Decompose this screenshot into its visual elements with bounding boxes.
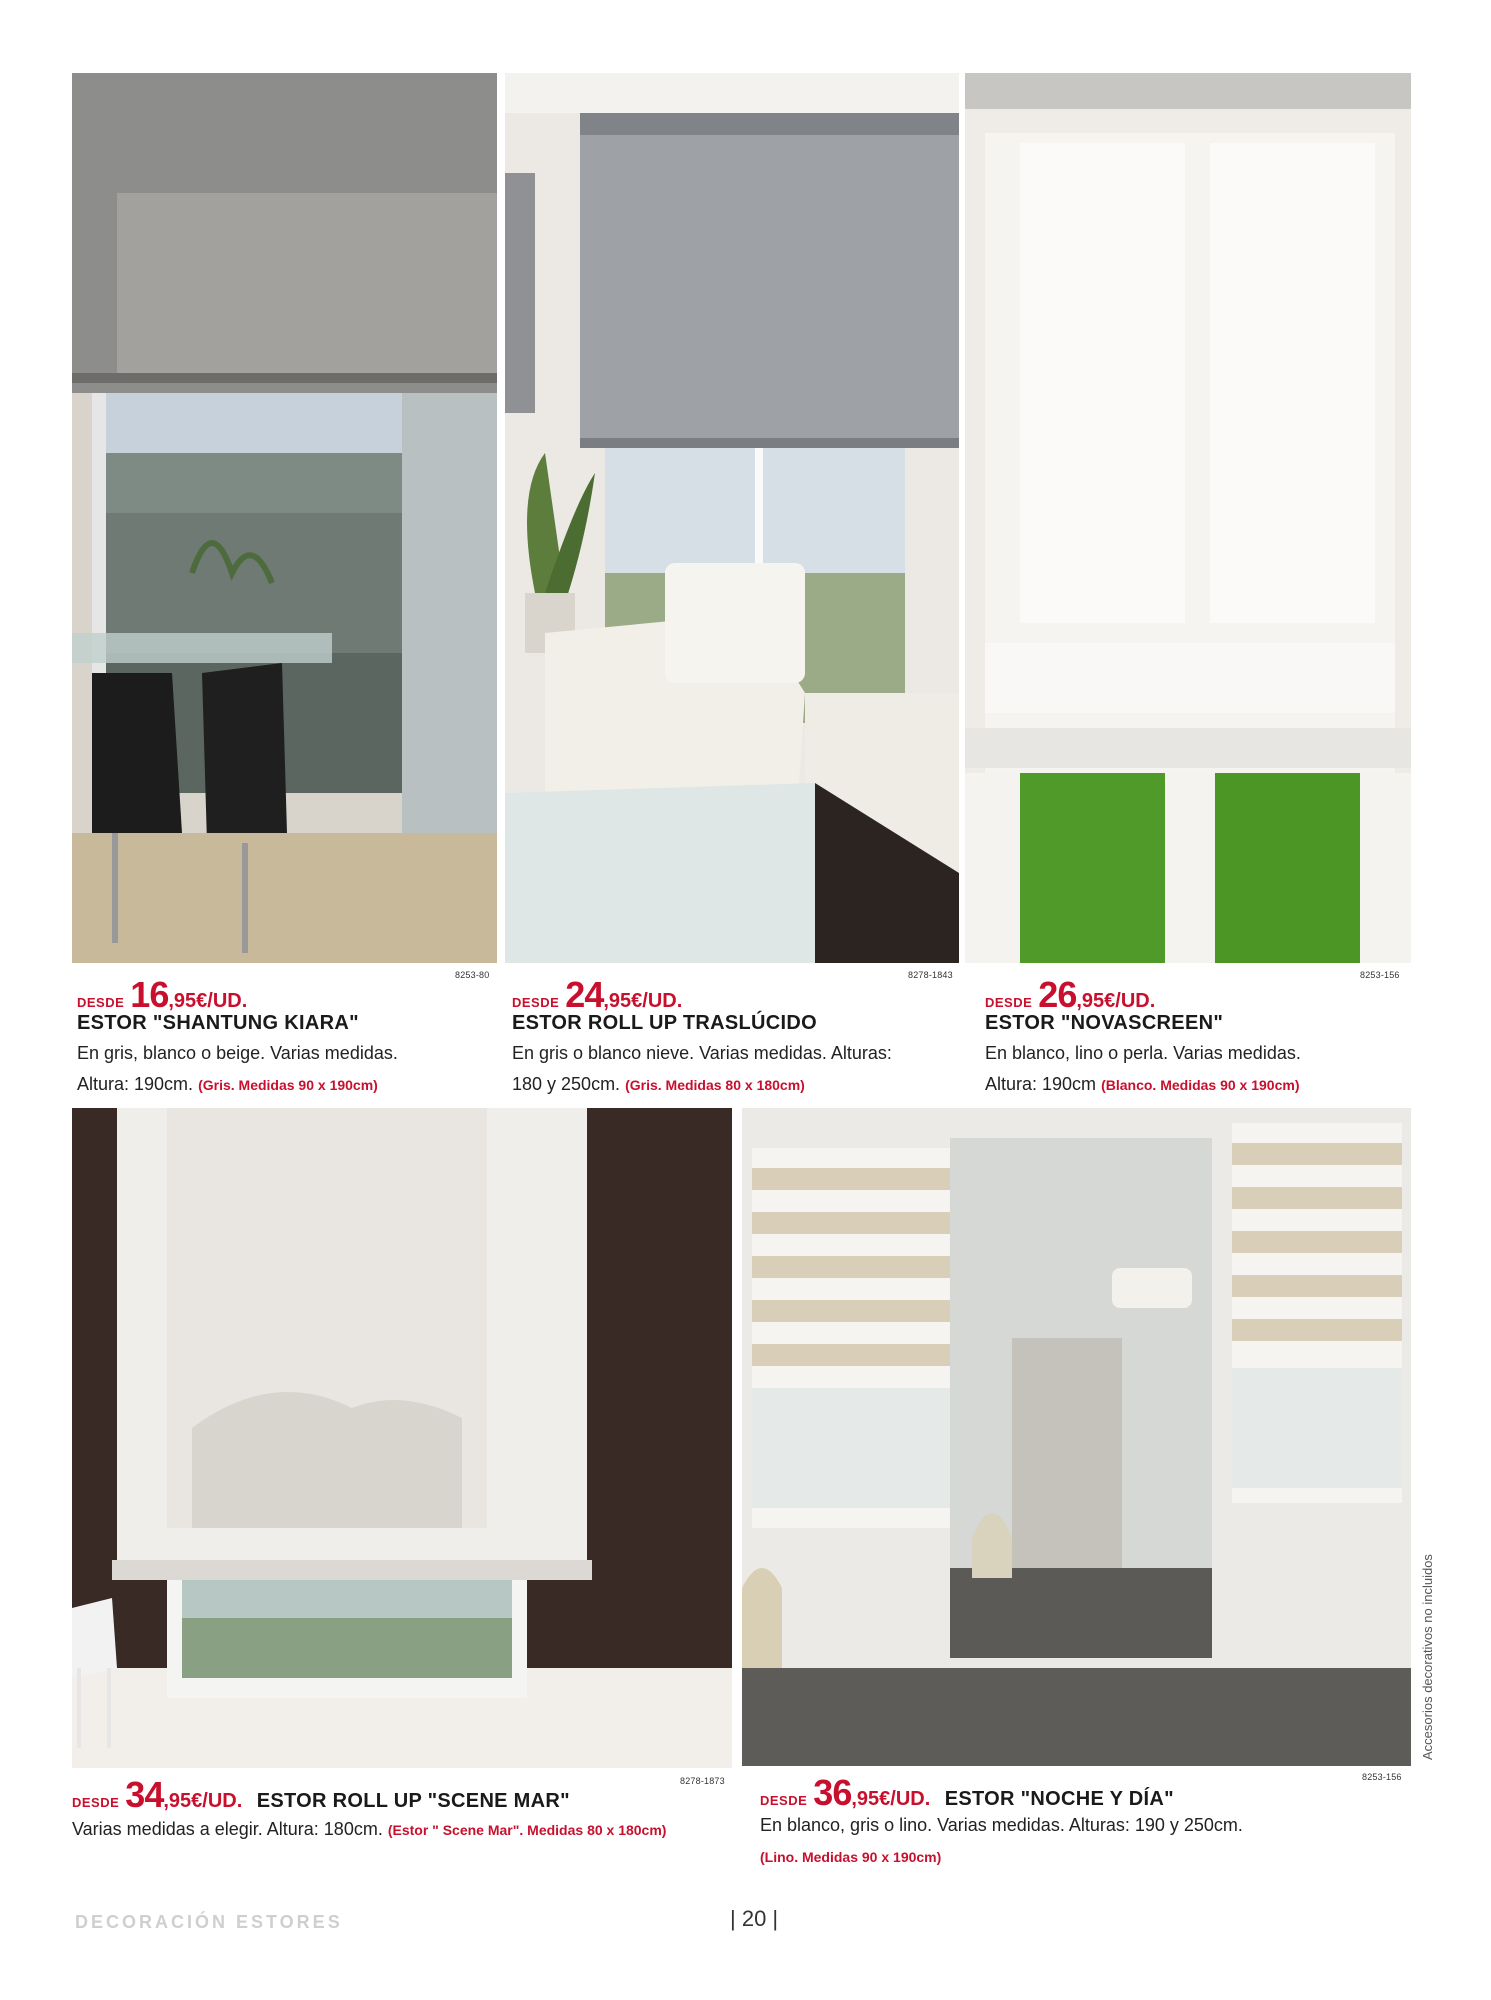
product-price [72, 1774, 570, 1816]
product-price [77, 974, 247, 1016]
price-decimal: ,95€/UD. [168, 990, 248, 1012]
page-number: | 20 | [730, 1906, 779, 1931]
price-integer: 34 [125, 1774, 164, 1815]
product-ref: 8278-1843 [908, 970, 953, 980]
price-decimal: ,95€/UD. [603, 990, 683, 1012]
price-prefix: DESDE [760, 1793, 808, 1808]
price-integer: 24 [565, 974, 604, 1015]
product-price [760, 1772, 1174, 1814]
description-text: Altura: 190cm. [77, 1074, 194, 1094]
price-integer: 16 [130, 974, 169, 1015]
description-line [77, 1069, 398, 1101]
price-prefix: DESDE [77, 995, 125, 1010]
price-decimal: ,95€/UD. [1076, 990, 1156, 1012]
product-ref: 8278-1873 [680, 1776, 725, 1786]
price-decimal: ,95€/UD. [851, 1788, 931, 1810]
product-description [985, 1038, 1301, 1101]
product-description [512, 1038, 892, 1101]
description-note: (Estor " Scene Mar". Medidas 80 x 180cm) [387, 1822, 667, 1838]
product-photo-noche-y-dia [742, 1108, 1411, 1766]
product-ref: 8253-156 [1362, 1772, 1402, 1782]
product-title: ESTOR "SHANTUNG KIARA" [77, 1012, 359, 1034]
price-prefix: DESDE [512, 995, 560, 1010]
description-line [985, 1069, 1301, 1101]
product-photo-shantung-kiara [72, 73, 497, 963]
footer-section-label: DECORACIÓN ESTORES [75, 1912, 343, 1932]
product-price [985, 974, 1155, 1016]
product-description [77, 1038, 398, 1101]
product-price [512, 974, 682, 1016]
description-note: (Blanco. Medidas 90 x 190cm) [1101, 1077, 1300, 1093]
description-line: En gris o blanco nieve. Varias medidas. Alturas: [512, 1043, 892, 1063]
price-prefix: DESDE [985, 995, 1033, 1010]
description-note: (Gris. Medidas 90 x 190cm) [198, 1077, 378, 1093]
price-decimal: ,95€/UD. [163, 1790, 243, 1812]
description-text: Varias medidas a elegir. Altura: 180cm. [72, 1819, 383, 1839]
product-title: ESTOR "NOVASCREEN" [985, 1012, 1224, 1034]
product-title: ESTOR "NOCHE Y DÍA" [944, 1788, 1174, 1810]
product-photo-roll-up-traslucido [505, 73, 959, 963]
product-ref: 8253-156 [1360, 970, 1400, 980]
price-integer: 36 [813, 1772, 852, 1813]
description-line [512, 1069, 892, 1101]
description-line [760, 1841, 1243, 1873]
product-ref: 8253-80 [455, 970, 490, 980]
description-text: 180 y 250cm. [512, 1074, 621, 1094]
product-photo-scene-mar [72, 1108, 732, 1768]
product-description [760, 1810, 1243, 1873]
side-note [1420, 1490, 1450, 1760]
description-line [72, 1814, 666, 1846]
description-line: En gris, blanco o beige. Varias medidas. [77, 1043, 398, 1063]
side-note-text: Accesorios decorativos no incluidos [1420, 1554, 1435, 1760]
price-prefix: DESDE [72, 1795, 120, 1810]
product-title: ESTOR ROLL UP TRASLÚCIDO [512, 1012, 818, 1034]
product-description [72, 1814, 666, 1846]
product-title: ESTOR ROLL UP "SCENE MAR" [256, 1790, 570, 1812]
product-photo-novascreen [965, 73, 1411, 963]
description-text: Altura: 190cm [985, 1074, 1097, 1094]
price-integer: 26 [1038, 974, 1077, 1015]
description-line: En blanco, lino o perla. Varias medidas. [985, 1043, 1301, 1063]
description-line: En blanco, gris o lino. Varias medidas. Alturas: 190 y 250cm. [760, 1815, 1243, 1835]
description-note: (Gris. Medidas 80 x 180cm) [625, 1077, 805, 1093]
description-note: (Lino. Medidas 90 x 190cm) [760, 1849, 942, 1865]
